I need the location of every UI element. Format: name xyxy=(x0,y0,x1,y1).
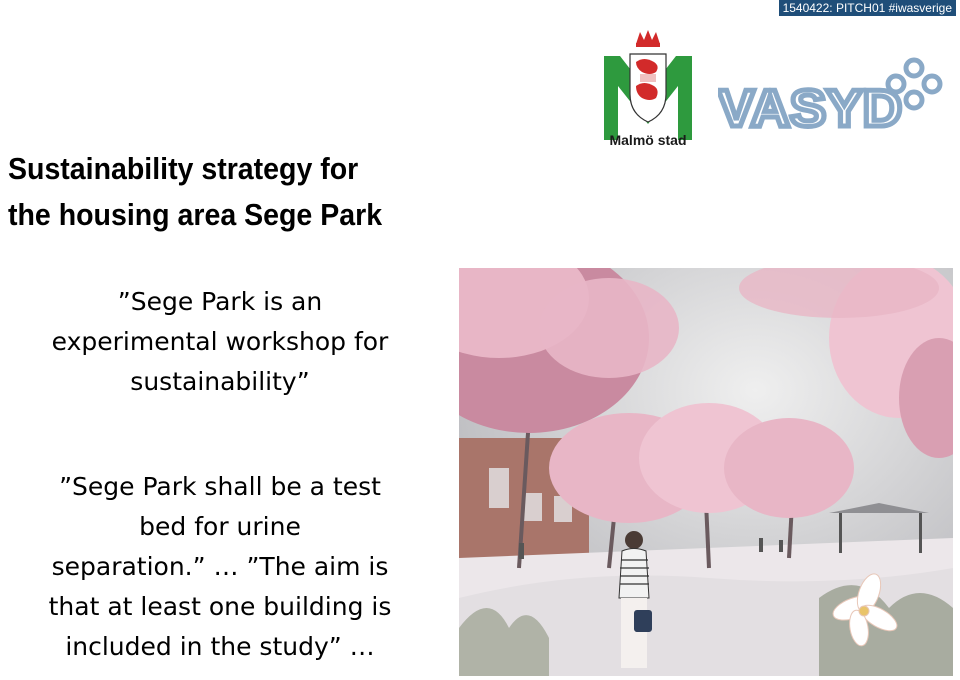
quote-line: ”Sege Park is an xyxy=(117,287,323,316)
title-line-1: Sustainability strategy for xyxy=(8,151,359,186)
quote-urine-separation xyxy=(0,467,440,667)
quote-line: that at least one building is xyxy=(48,592,392,621)
slide-title xyxy=(8,146,413,238)
vasyd-logo-icon xyxy=(718,56,948,130)
park-illustration xyxy=(459,268,953,676)
quote-line: separation.” … ”The aim is xyxy=(51,552,389,581)
quote-line: bed for urine xyxy=(139,512,301,541)
quote-line: experimental workshop for xyxy=(51,327,389,356)
quote-line: ”Sege Park shall be a test xyxy=(59,472,381,501)
quote-line: included in the study” … xyxy=(65,632,375,661)
title-line-2: the housing area Sege Park xyxy=(8,197,383,232)
header-tag: 1540422: PITCH01 #iwasverige xyxy=(779,0,956,16)
crown-icon xyxy=(636,30,660,47)
vasyd-wordmark: VASYD xyxy=(718,80,902,130)
quote-line: sustainability” xyxy=(130,367,310,396)
malmo-stad-label: Malmö stad xyxy=(609,132,687,148)
quote-experimental-workshop xyxy=(0,282,440,402)
